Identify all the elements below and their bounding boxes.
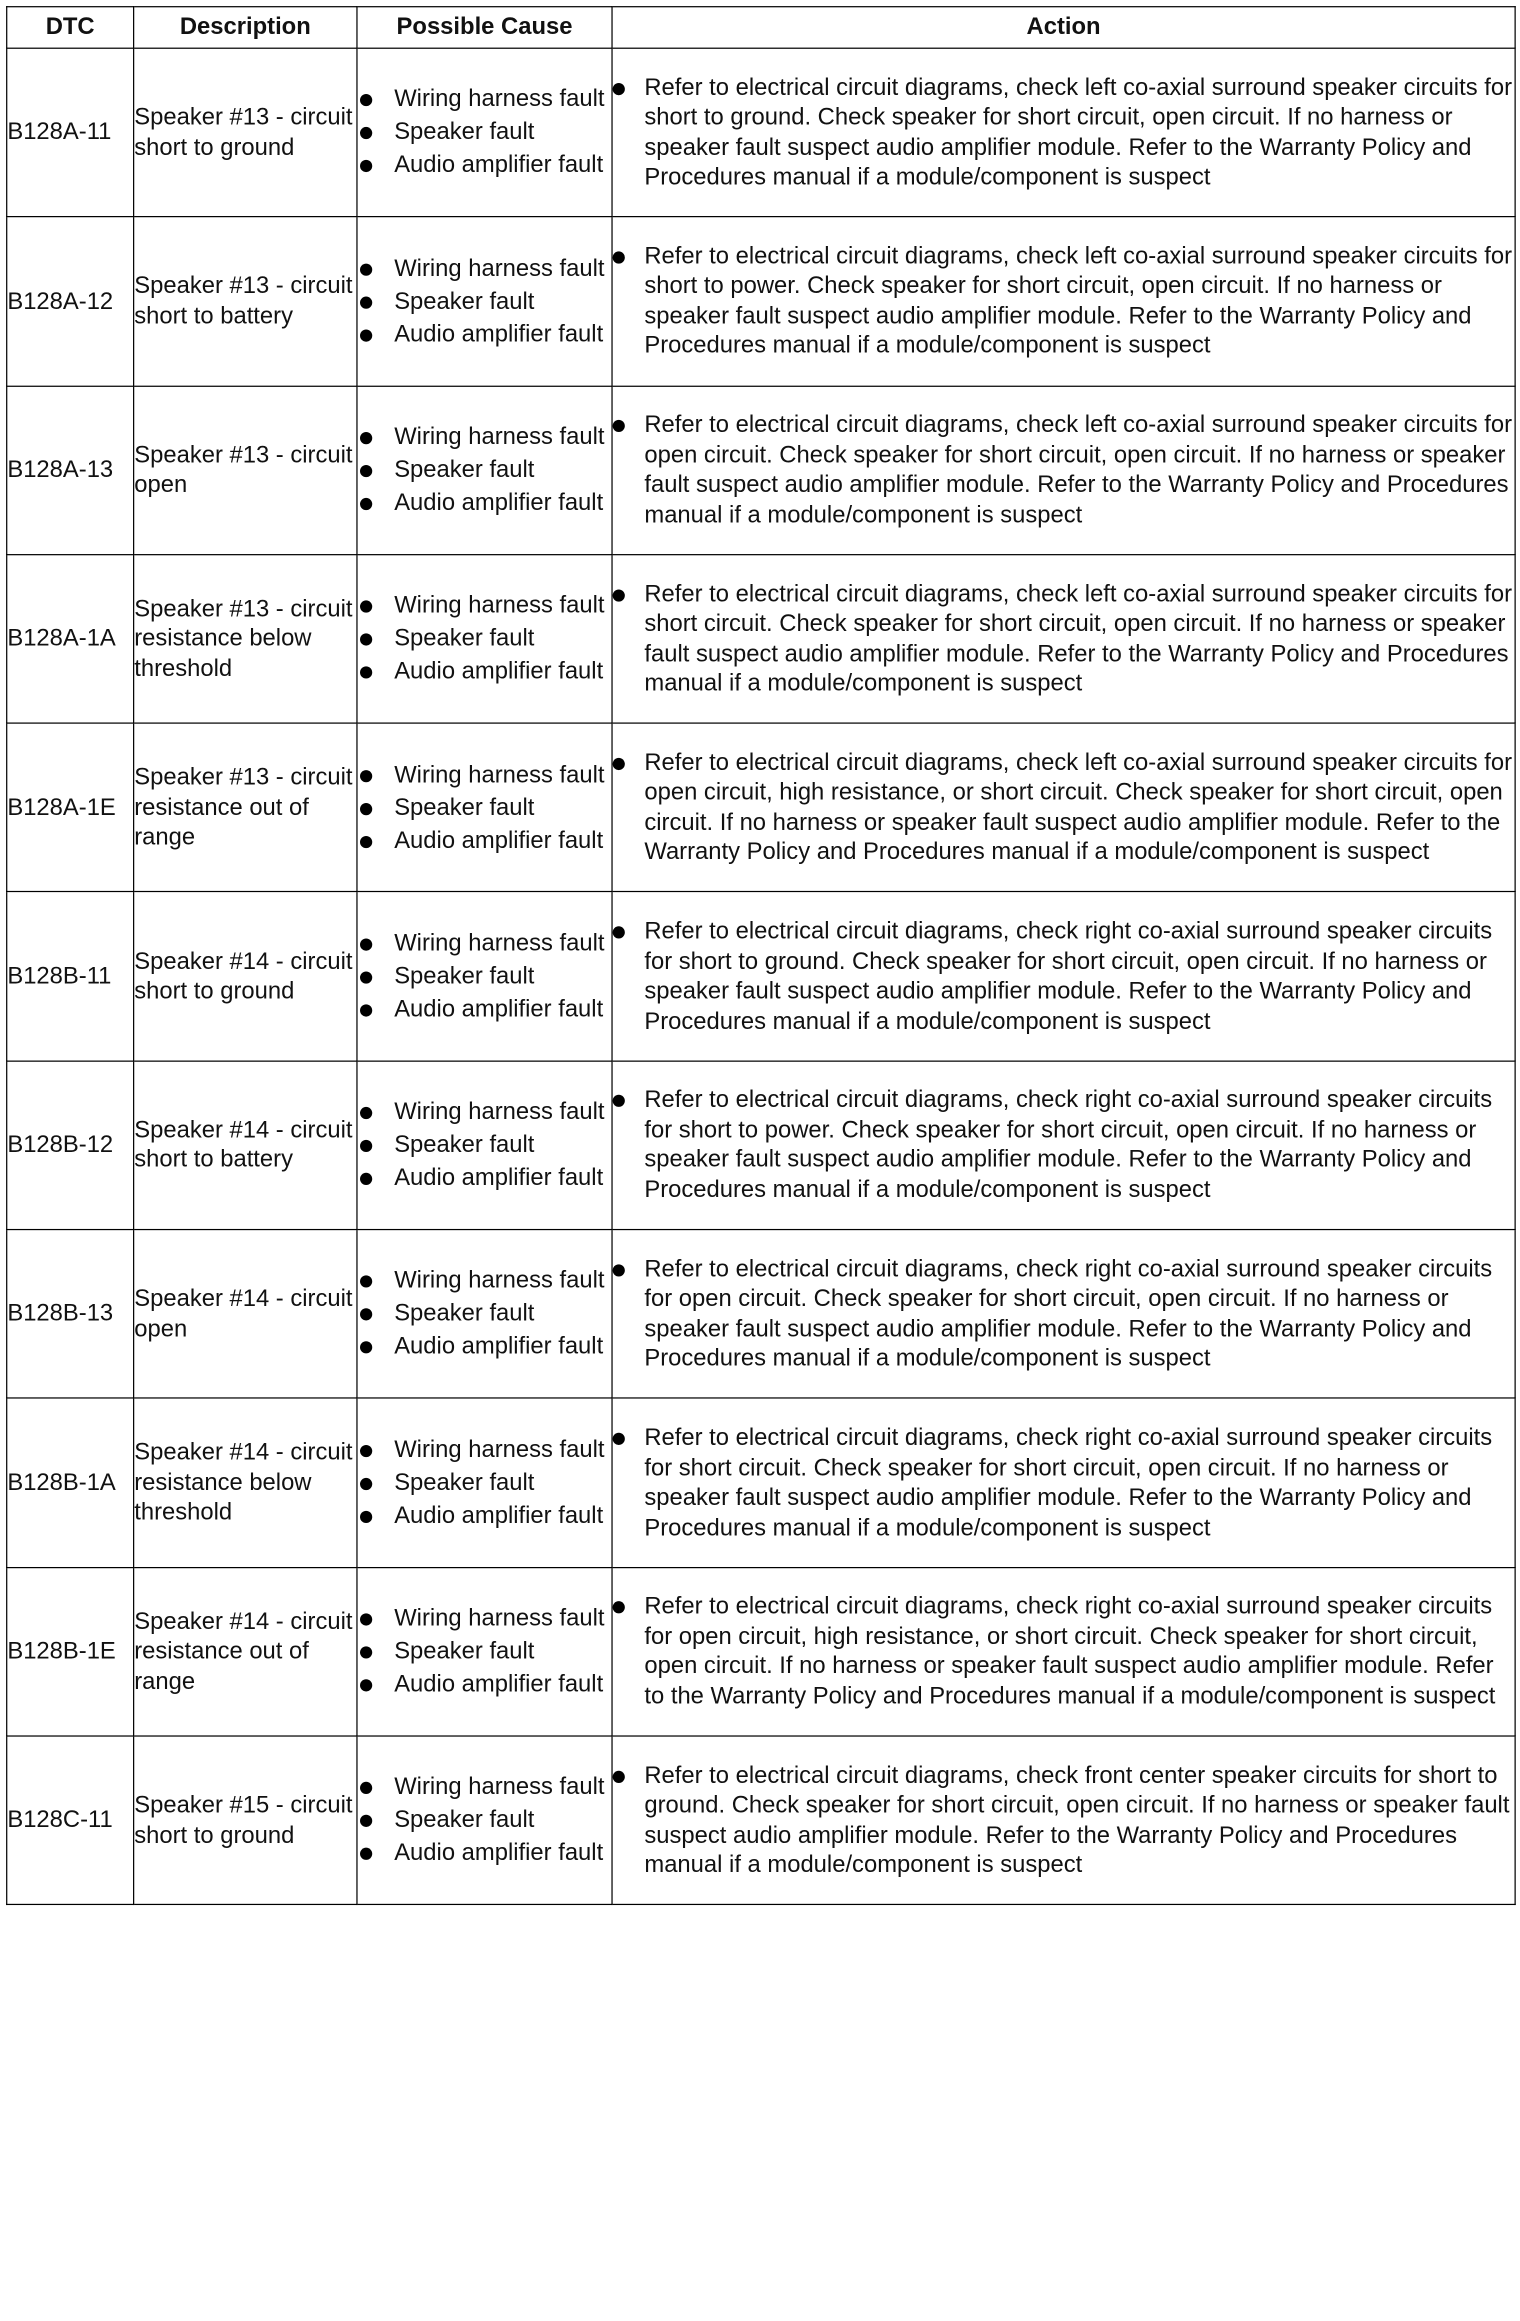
table-row xyxy=(7,217,1515,386)
possible-cause-text: Wiring harness fault xyxy=(394,85,605,113)
action-list xyxy=(613,1592,1515,1712)
dtc-description: Speaker #14 - circuit short to battery xyxy=(134,1061,357,1230)
possible-cause-cell xyxy=(357,217,612,386)
possible-cause-cell xyxy=(357,723,612,892)
possible-cause-item xyxy=(358,1299,612,1329)
possible-cause-item xyxy=(358,826,612,856)
dtc-code: B128C-11 xyxy=(7,1736,134,1905)
possible-cause-cell xyxy=(357,892,612,1061)
action-text: Refer to electrical circuit diagrams, check left co-axial surround speaker circuits for short to power. Check speaker for short circuit, open circuit. If no harness or speaker fault suspect audio amplifier module. Refer to the Warranty Policy and Procedures manual if a module/component is suspect xyxy=(644,242,1512,360)
dtc-description: Speaker #13 - circuit short to battery xyxy=(134,217,357,386)
action-item xyxy=(613,1254,1515,1374)
table-row xyxy=(7,1398,1515,1567)
possible-cause-text: Wiring harness fault xyxy=(394,423,605,451)
bullet-icon xyxy=(613,1770,625,1782)
possible-cause-cell xyxy=(357,386,612,555)
table-body xyxy=(7,48,1515,1905)
action-list xyxy=(613,73,1515,193)
possible-cause-text: Speaker fault xyxy=(394,793,535,821)
bullet-icon xyxy=(360,971,372,983)
action-list xyxy=(613,1423,1515,1543)
possible-cause-item xyxy=(358,151,612,181)
bullet-icon xyxy=(613,251,625,263)
action-cell xyxy=(612,386,1515,555)
action-text: Refer to electrical circuit diagrams, check right co-axial surround speaker circuits for short to ground. Check speaker for short circuit, open circuit. If no harness or speaker fault suspect audio amplifier module. Refer to the Warranty Policy and Procedures manual if a module/component is suspect xyxy=(644,917,1493,1035)
possible-cause-item xyxy=(358,118,612,148)
bullet-icon xyxy=(360,465,372,477)
possible-cause-item xyxy=(358,1266,612,1296)
table-row xyxy=(7,48,1515,217)
action-cell xyxy=(612,1230,1515,1399)
possible-cause-text: Speaker fault xyxy=(394,456,535,484)
possible-cause-item xyxy=(358,319,612,349)
bullet-icon xyxy=(360,432,372,444)
possible-cause-text: Speaker fault xyxy=(394,1806,535,1834)
dtc-description: Speaker #13 - circuit short to ground xyxy=(134,48,357,217)
bullet-icon xyxy=(360,127,372,139)
action-item xyxy=(613,73,1515,193)
table-row xyxy=(7,1230,1515,1399)
possible-cause-item xyxy=(358,1130,612,1160)
action-item xyxy=(613,917,1515,1037)
possible-cause-text: Audio amplifier fault xyxy=(394,1333,604,1361)
dtc-description: Speaker #14 - circuit short to ground xyxy=(134,892,357,1061)
possible-cause-item xyxy=(358,1501,612,1531)
dtc-code: B128B-1A xyxy=(7,1398,134,1567)
table-row xyxy=(7,1736,1515,1905)
possible-cause-item xyxy=(358,1435,612,1465)
action-cell xyxy=(612,892,1515,1061)
possible-cause-text: Audio amplifier fault xyxy=(394,489,604,517)
header-description: Description xyxy=(134,7,357,48)
possible-cause-text: Speaker fault xyxy=(394,1469,535,1496)
possible-cause-text: Wiring harness fault xyxy=(394,592,605,620)
possible-cause-text: Wiring harness fault xyxy=(394,929,605,957)
possible-cause-item xyxy=(358,1805,612,1835)
possible-cause-list xyxy=(358,591,612,687)
bullet-icon xyxy=(360,1613,372,1625)
bullet-icon xyxy=(360,1848,372,1860)
possible-cause-item xyxy=(358,455,612,485)
bullet-icon xyxy=(613,83,625,95)
possible-cause-item xyxy=(358,1332,612,1362)
bullet-icon xyxy=(360,770,372,782)
possible-cause-text: Audio amplifier fault xyxy=(394,151,604,179)
possible-cause-item xyxy=(358,85,612,115)
possible-cause-list xyxy=(358,253,612,349)
possible-cause-list xyxy=(358,85,612,181)
table-row xyxy=(7,892,1515,1061)
bullet-icon xyxy=(360,1140,372,1152)
possible-cause-item xyxy=(358,929,612,959)
action-cell xyxy=(612,1567,1515,1736)
bullet-icon xyxy=(360,1679,372,1691)
table-row xyxy=(7,1567,1515,1736)
possible-cause-cell xyxy=(357,1736,612,1905)
possible-cause-text: Wiring harness fault xyxy=(394,1267,605,1295)
dtc-code: B128A-1A xyxy=(7,555,134,724)
possible-cause-list xyxy=(358,1435,612,1531)
bullet-icon xyxy=(613,926,625,938)
bullet-icon xyxy=(360,498,372,510)
bullet-icon xyxy=(360,296,372,308)
table-row xyxy=(7,555,1515,724)
bullet-icon xyxy=(360,1511,372,1523)
possible-cause-text: Speaker fault xyxy=(394,1637,535,1665)
possible-cause-item xyxy=(358,253,612,283)
action-item xyxy=(613,748,1515,868)
action-text: Refer to electrical circuit diagrams, check right co-axial surround speaker circuits for short circuit. Check speaker for short circuit, open circuit. If no harness or speaker fault suspect audio amplifier module. Refer to the Warranty Policy and Procedures manual if a module/component is suspect xyxy=(644,1424,1493,1541)
possible-cause-item xyxy=(358,1468,612,1498)
possible-cause-text: Speaker fault xyxy=(394,962,535,990)
possible-cause-text: Audio amplifier fault xyxy=(394,995,604,1023)
possible-cause-text: Speaker fault xyxy=(394,1300,535,1328)
bullet-icon xyxy=(613,1602,625,1614)
possible-cause-item xyxy=(358,760,612,790)
bullet-icon xyxy=(360,634,372,646)
bullet-icon xyxy=(360,1309,372,1321)
dtc-description: Speaker #13 - circuit resistance out of range xyxy=(134,723,357,892)
action-text: Refer to electrical circuit diagrams, check left co-axial surround speaker circuits for short circuit. Check speaker for short circuit, open circuit. If no harness or speaker fault suspect audio amplifier module. Refer to the Warranty Policy and Procedures manual if a module/component is suspect xyxy=(644,580,1512,697)
possible-cause-cell xyxy=(357,48,612,217)
bullet-icon xyxy=(613,589,625,601)
action-list xyxy=(613,917,1515,1037)
table-row xyxy=(7,386,1515,555)
dtc-code: B128B-11 xyxy=(7,892,134,1061)
bullet-icon xyxy=(360,1478,372,1490)
possible-cause-item xyxy=(358,488,612,518)
dtc-description: Speaker #14 - circuit open xyxy=(134,1230,357,1399)
possible-cause-cell xyxy=(357,1398,612,1567)
bullet-icon xyxy=(360,938,372,950)
action-text: Refer to electrical circuit diagrams, check left co-axial surround speaker circuits for open circuit. Check speaker for short circuit, open circuit. If no harness or speaker fault suspect audio amplifier module. Refer to the Warranty Policy and Procedures manual if a module/component is suspect xyxy=(644,411,1512,529)
dtc-code: B128B-1E xyxy=(7,1567,134,1736)
action-cell xyxy=(612,555,1515,724)
action-list xyxy=(613,242,1515,362)
table-header xyxy=(7,7,1515,48)
action-item xyxy=(613,579,1515,699)
action-list xyxy=(613,748,1515,868)
bullet-icon xyxy=(360,94,372,106)
dtc-code: B128A-11 xyxy=(7,48,134,217)
possible-cause-list xyxy=(358,1097,612,1193)
bullet-icon xyxy=(360,1276,372,1288)
bullet-icon xyxy=(360,263,372,275)
action-cell xyxy=(612,1736,1515,1905)
action-cell xyxy=(612,1398,1515,1567)
possible-cause-text: Speaker fault xyxy=(394,625,535,653)
possible-cause-item xyxy=(358,422,612,452)
possible-cause-text: Wiring harness fault xyxy=(394,1604,605,1632)
possible-cause-item xyxy=(358,1097,612,1127)
bullet-icon xyxy=(360,1173,372,1185)
action-cell xyxy=(612,48,1515,217)
possible-cause-text: Audio amplifier fault xyxy=(394,658,604,685)
possible-cause-list xyxy=(358,1266,612,1362)
possible-cause-cell xyxy=(357,555,612,724)
action-cell xyxy=(612,1061,1515,1230)
bullet-icon xyxy=(613,1264,625,1276)
bullet-icon xyxy=(360,601,372,613)
action-cell xyxy=(612,723,1515,892)
action-list xyxy=(613,1254,1515,1374)
header-action: Action xyxy=(612,7,1515,48)
table-row xyxy=(7,1061,1515,1230)
action-text: Refer to electrical circuit diagrams, check front center speaker circuits for short to ground. Check speaker for short circuit, open circuit. If no harness or speaker fault suspect audio amplifier module. Refer to the Warranty Policy and Procedures manual if a module/component is suspect xyxy=(644,1761,1510,1879)
bullet-icon xyxy=(613,1433,625,1445)
dtc-description: Speaker #14 - circuit resistance out of range xyxy=(134,1567,357,1736)
bullet-icon xyxy=(360,803,372,815)
bullet-icon xyxy=(360,160,372,172)
action-item xyxy=(613,1592,1515,1712)
bullet-icon xyxy=(613,758,625,770)
header-dtc: DTC xyxy=(7,7,134,48)
action-list xyxy=(613,1761,1515,1881)
action-list xyxy=(613,410,1515,530)
action-item xyxy=(613,1761,1515,1881)
bullet-icon xyxy=(360,1107,372,1119)
dtc-table xyxy=(6,6,1516,1905)
dtc-code: B128B-13 xyxy=(7,1230,134,1399)
header-row xyxy=(7,7,1515,48)
possible-cause-list xyxy=(358,760,612,856)
possible-cause-list xyxy=(358,929,612,1025)
possible-cause-text: Wiring harness fault xyxy=(394,254,605,282)
possible-cause-text: Wiring harness fault xyxy=(394,1436,605,1463)
possible-cause-item xyxy=(358,1838,612,1868)
dtc-code: B128A-1E xyxy=(7,723,134,892)
action-cell xyxy=(612,217,1515,386)
action-text: Refer to electrical circuit diagrams, check right co-axial surround speaker circuits for open circuit. Check speaker for short circuit, open circuit. If no harness or speaker fault suspect audio amplifier module. Refer to the Warranty Policy and Procedures manual if a module/component is suspect xyxy=(644,1255,1493,1372)
possible-cause-text: Speaker fault xyxy=(394,287,535,315)
possible-cause-text: Wiring harness fault xyxy=(394,1098,605,1126)
dtc-code: B128A-12 xyxy=(7,217,134,386)
possible-cause-text: Audio amplifier fault xyxy=(394,1164,604,1192)
possible-cause-list xyxy=(358,422,612,518)
possible-cause-item xyxy=(358,793,612,823)
possible-cause-item xyxy=(358,624,612,654)
possible-cause-item xyxy=(358,962,612,992)
bullet-icon xyxy=(360,1004,372,1016)
dtc-description: Speaker #15 - circuit short to ground xyxy=(134,1736,357,1905)
action-list xyxy=(613,1085,1515,1205)
action-item xyxy=(613,1085,1515,1205)
possible-cause-cell xyxy=(357,1230,612,1399)
possible-cause-item xyxy=(358,1604,612,1634)
possible-cause-text: Wiring harness fault xyxy=(394,761,605,788)
possible-cause-text: Audio amplifier fault xyxy=(394,826,604,854)
bullet-icon xyxy=(360,329,372,341)
possible-cause-item xyxy=(358,994,612,1024)
possible-cause-item xyxy=(358,1163,612,1193)
possible-cause-text: Audio amplifier fault xyxy=(394,1502,604,1529)
bullet-icon xyxy=(613,1095,625,1107)
possible-cause-list xyxy=(358,1772,612,1868)
bullet-icon xyxy=(360,667,372,679)
possible-cause-item xyxy=(358,1670,612,1700)
action-text: Refer to electrical circuit diagrams, check right co-axial surround speaker circuits for open circuit, high resistance, or short circuit. Check speaker for short circuit, open circuit. If no harness or speaker fault suspect audio amplifier module. Refer to the Warranty Policy and Procedures manual if a module/component is suspect xyxy=(644,1593,1496,1710)
header-possible-cause: Possible Cause xyxy=(357,7,612,48)
dtc-description: Speaker #14 - circuit resistance below threshold xyxy=(134,1398,357,1567)
bullet-icon xyxy=(360,1815,372,1827)
bullet-icon xyxy=(360,1342,372,1354)
possible-cause-item xyxy=(358,1772,612,1802)
action-item xyxy=(613,410,1515,530)
action-text: Refer to electrical circuit diagrams, check left co-axial surround speaker circuits for short to ground. Check speaker for short circuit, open circuit. If no harness or speaker fault suspect audio amplifier module. Refer to the Warranty Policy and Procedures manual if a module/component is suspect xyxy=(644,74,1512,191)
dtc-code: B128B-12 xyxy=(7,1061,134,1230)
action-text: Refer to electrical circuit diagrams, check left co-axial surround speaker circuits for open circuit, high resistance, or short circuit. Check speaker for short circuit, open circuit. If no harness or speaker fault suspect audio amplifier module. Refer to the Warranty Policy and Procedures manual if a module/component is suspect xyxy=(644,749,1512,866)
bullet-icon xyxy=(360,1646,372,1658)
possible-cause-item xyxy=(358,1637,612,1667)
possible-cause-item xyxy=(358,591,612,621)
possible-cause-cell xyxy=(357,1061,612,1230)
possible-cause-text: Wiring harness fault xyxy=(394,1773,605,1801)
bullet-icon xyxy=(613,420,625,432)
possible-cause-text: Audio amplifier fault xyxy=(394,1839,604,1867)
action-item xyxy=(613,1423,1515,1543)
possible-cause-cell xyxy=(357,1567,612,1736)
dtc-code: B128A-13 xyxy=(7,386,134,555)
table-row xyxy=(7,723,1515,892)
action-text: Refer to electrical circuit diagrams, check right co-axial surround speaker circuits for short to power. Check speaker for short circuit, open circuit. If no harness or speaker fault suspect audio amplifier module. Refer to the Warranty Policy and Procedures manual if a module/component is suspect xyxy=(644,1086,1493,1204)
possible-cause-text: Audio amplifier fault xyxy=(394,320,604,348)
possible-cause-text: Speaker fault xyxy=(394,118,535,146)
bullet-icon xyxy=(360,1445,372,1457)
dtc-description: Speaker #13 - circuit open xyxy=(134,386,357,555)
dtc-description: Speaker #13 - circuit resistance below threshold xyxy=(134,555,357,724)
possible-cause-item xyxy=(358,657,612,687)
action-list xyxy=(613,579,1515,699)
possible-cause-item xyxy=(358,286,612,316)
bullet-icon xyxy=(360,835,372,847)
possible-cause-list xyxy=(358,1604,612,1700)
possible-cause-text: Speaker fault xyxy=(394,1131,535,1159)
action-item xyxy=(613,242,1515,362)
possible-cause-text: Audio amplifier fault xyxy=(394,1670,604,1698)
bullet-icon xyxy=(360,1782,372,1794)
